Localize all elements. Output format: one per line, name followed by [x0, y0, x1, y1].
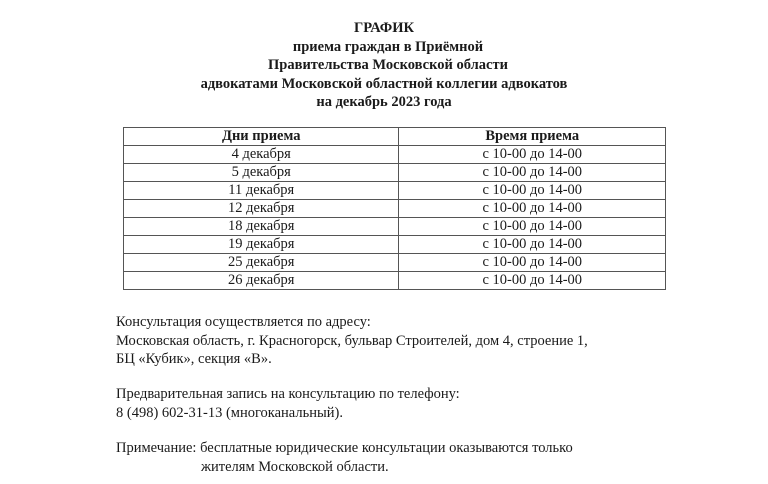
note-section	[116, 439, 573, 476]
note-line-2: жителям Московской области.	[201, 458, 389, 475]
table-row	[124, 236, 666, 254]
cell-day: 18 декабря	[124, 218, 399, 236]
header-time: Время приема	[399, 128, 666, 146]
schedule-table	[123, 127, 666, 290]
table-row	[124, 146, 666, 164]
table-row	[124, 164, 666, 182]
table-row	[124, 254, 666, 272]
cell-day: 12 декабря	[124, 200, 399, 218]
document-title	[0, 19, 768, 112]
cell-time: с 10-00 до 14-00	[399, 254, 666, 272]
phone-number: 8 (498) 602-31-13 (многоканальный).	[116, 404, 343, 421]
address-line-1: Московская область, г. Красногорск, бульвар Строителей, дом 4, строение 1,	[116, 332, 588, 349]
cell-day: 26 декабря	[124, 272, 399, 290]
table-row	[124, 218, 666, 236]
phone-label: Предварительная запись на консультацию по телефону:	[116, 386, 460, 402]
cell-day: 11 декабря	[124, 182, 399, 200]
header-days: Дни приема	[124, 128, 399, 146]
cell-time: с 10-00 до 14-00	[399, 146, 666, 164]
cell-time: с 10-00 до 14-00	[399, 182, 666, 200]
cell-day: 25 декабря	[124, 254, 399, 272]
cell-time: с 10-00 до 14-00	[399, 200, 666, 218]
cell-time: с 10-00 до 14-00	[399, 218, 666, 236]
table-row	[124, 182, 666, 200]
cell-time: с 10-00 до 14-00	[399, 236, 666, 254]
address-label: Консультация осуществляется по адресу:	[116, 314, 371, 330]
title-line-3: адвокатами Московской областной коллегии адвокатов	[200, 75, 568, 92]
table-header-row	[124, 128, 666, 146]
cell-time: с 10-00 до 14-00	[399, 272, 666, 290]
title-line-4: на декабрь 2023 года	[316, 94, 452, 110]
table-row	[124, 272, 666, 290]
cell-time: с 10-00 до 14-00	[399, 164, 666, 182]
address-line-2: БЦ «Кубик», секция «В».	[116, 351, 272, 367]
phone-section	[116, 385, 460, 422]
cell-day: 5 декабря	[124, 164, 399, 182]
note-line-1: Примечание: бесплатные юридические консультации оказываются только	[116, 440, 573, 456]
cell-day: 4 декабря	[124, 146, 399, 164]
cell-day: 19 декабря	[124, 236, 399, 254]
title-heading: ГРАФИК	[353, 20, 415, 36]
table-row	[124, 200, 666, 218]
title-line-1: приема граждан в Приёмной	[292, 38, 484, 55]
address-section	[116, 313, 588, 369]
title-line-2: Правительства Московской области	[268, 57, 508, 73]
